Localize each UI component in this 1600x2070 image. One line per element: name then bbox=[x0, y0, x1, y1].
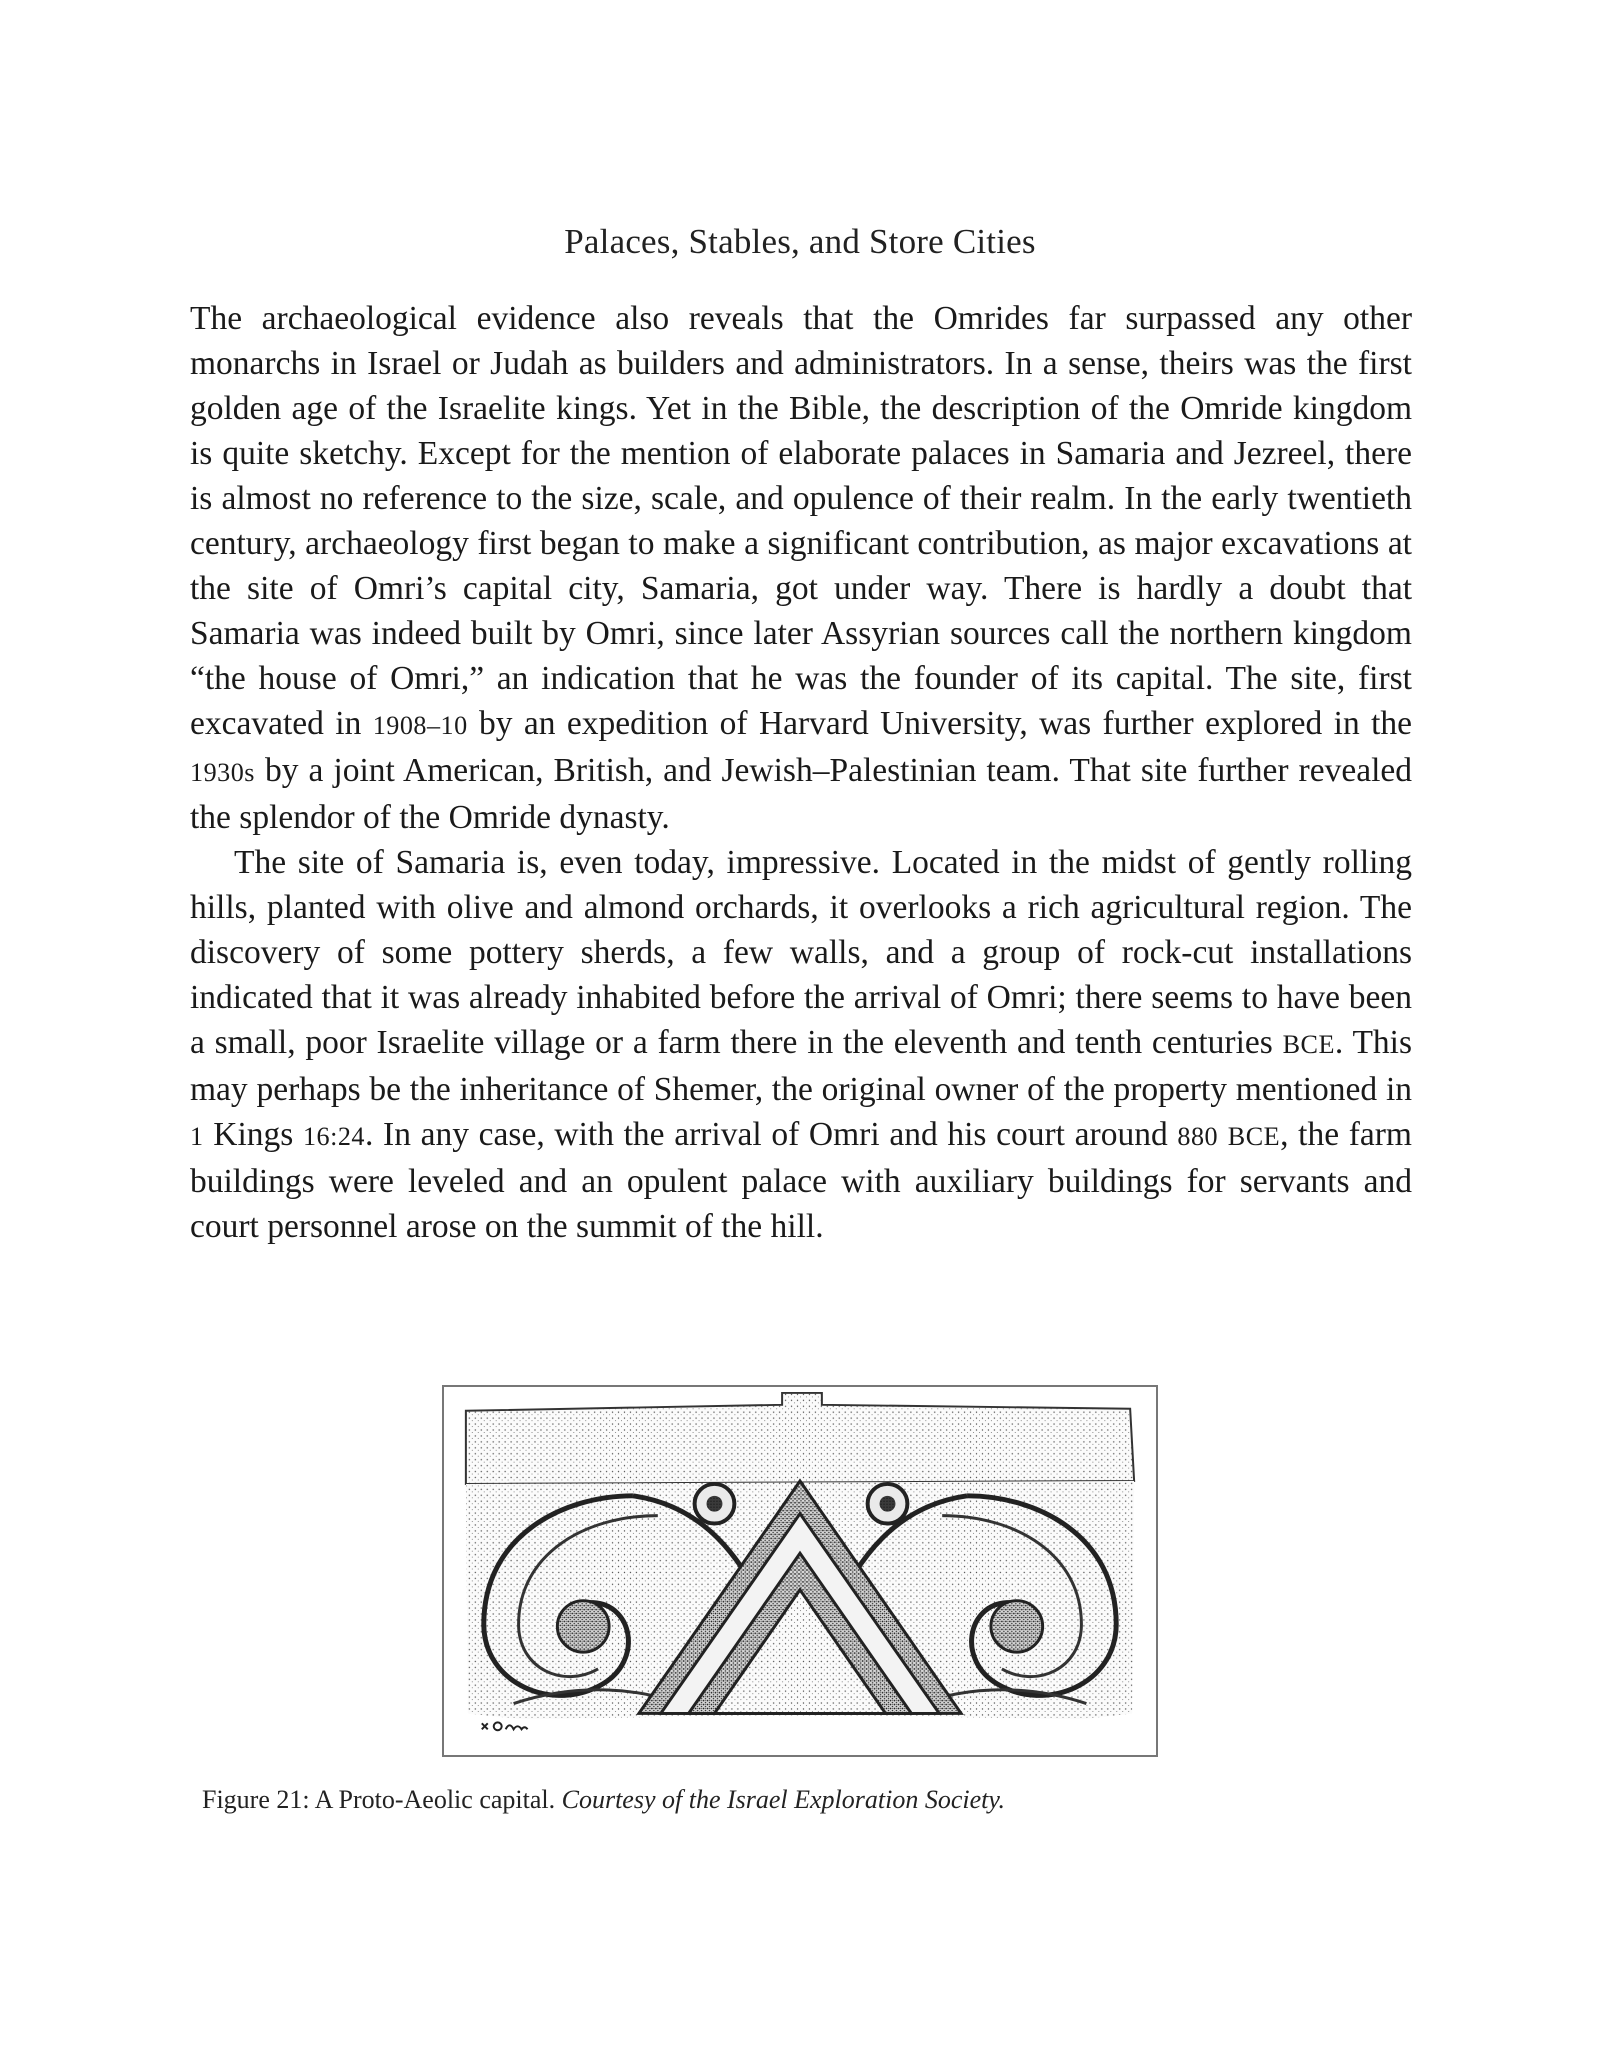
kings-book-number: 1 bbox=[190, 1122, 204, 1151]
kings-verse-ref: 16:24 bbox=[302, 1122, 365, 1151]
year-880: 880 bbox=[1177, 1122, 1219, 1151]
paragraph-1-text-1: The archaeological evidence also reveals that the Omrides far surpassed any other monarchs in Israel or Judah as builders and administrators. In a sense, theirs was the first golden age of the Israelite kings. Yet in the Bible, the description of the Omride kingdom is quite sketchy. Except for the mention of elaborate palaces in Samaria and Jezreel, there is almost no reference to the size, scale, and opulence of their realm. In the early twentieth century, archaeology first began to make a significant contribution, as major excavations at the site of Omri’s capital city, Samaria, got under way. There is hardly a doubt that Samaria was indeed built by Omri, since later Assyrian sources call the northern kingdom “the house of Omri,” an indication that he was the founder of its capital. The site, first excavated in bbox=[190, 300, 1412, 742]
paragraph-1 bbox=[190, 296, 1412, 840]
paragraph-2-text-3: Kings bbox=[203, 1116, 303, 1153]
paragraph-1-text-3: by a joint American, British, and Jewish–Palestinian team. That site further revealed the splendor of the Omride dynasty. bbox=[190, 752, 1412, 836]
caption-label: Figure 21: A Proto-Aeolic capital. bbox=[202, 1785, 562, 1814]
era-bce-2: BCE bbox=[1227, 1122, 1281, 1151]
figure-21 bbox=[442, 1385, 1158, 1757]
paragraph-2-text-1: The site of Samaria is, even today, impressive. Located in the midst of gently rolling hills, planted with olive and almond orchards, it overlooks a rich agricultural region. The discovery of some pottery sherds, a few walls, and a group of rock-cut installations indicated that it was already inhabited before the arrival of Omri; there seems to have been a small, poor Israelite village or a farm there in the eleventh and tenth centuries bbox=[190, 844, 1412, 1061]
body-text bbox=[190, 296, 1412, 1249]
caption-credit: Courtesy of the Israel Exploration Society. bbox=[561, 1785, 1005, 1814]
figure-caption bbox=[202, 1785, 1005, 1815]
paragraph-1-text-2: by an expedition of Harvard University, was further explored in the bbox=[467, 705, 1412, 742]
paragraph-2 bbox=[190, 840, 1412, 1249]
paragraph-2-text-4: . In any case, with the arrival of Omri and his court around bbox=[364, 1116, 1178, 1153]
year-range-1908: 1908–10 bbox=[372, 711, 468, 740]
era-bce-1: BCE bbox=[1282, 1030, 1335, 1059]
decade-1930s: 1930s bbox=[190, 758, 255, 787]
proto-aeolic-capital-icon bbox=[444, 1387, 1156, 1755]
running-head: Palaces, Stables, and Store Cities bbox=[564, 222, 1036, 261]
paragraph-2-text-5: , the farm buildings were leveled and an opulent palace with auxiliary buildings for servants and court personnel arose on the summit of the hill. bbox=[190, 1116, 1412, 1245]
paragraph-2-text-2: . This may perhaps be the inheritance of Shemer, the original owner of the property mentioned in bbox=[190, 1024, 1413, 1108]
